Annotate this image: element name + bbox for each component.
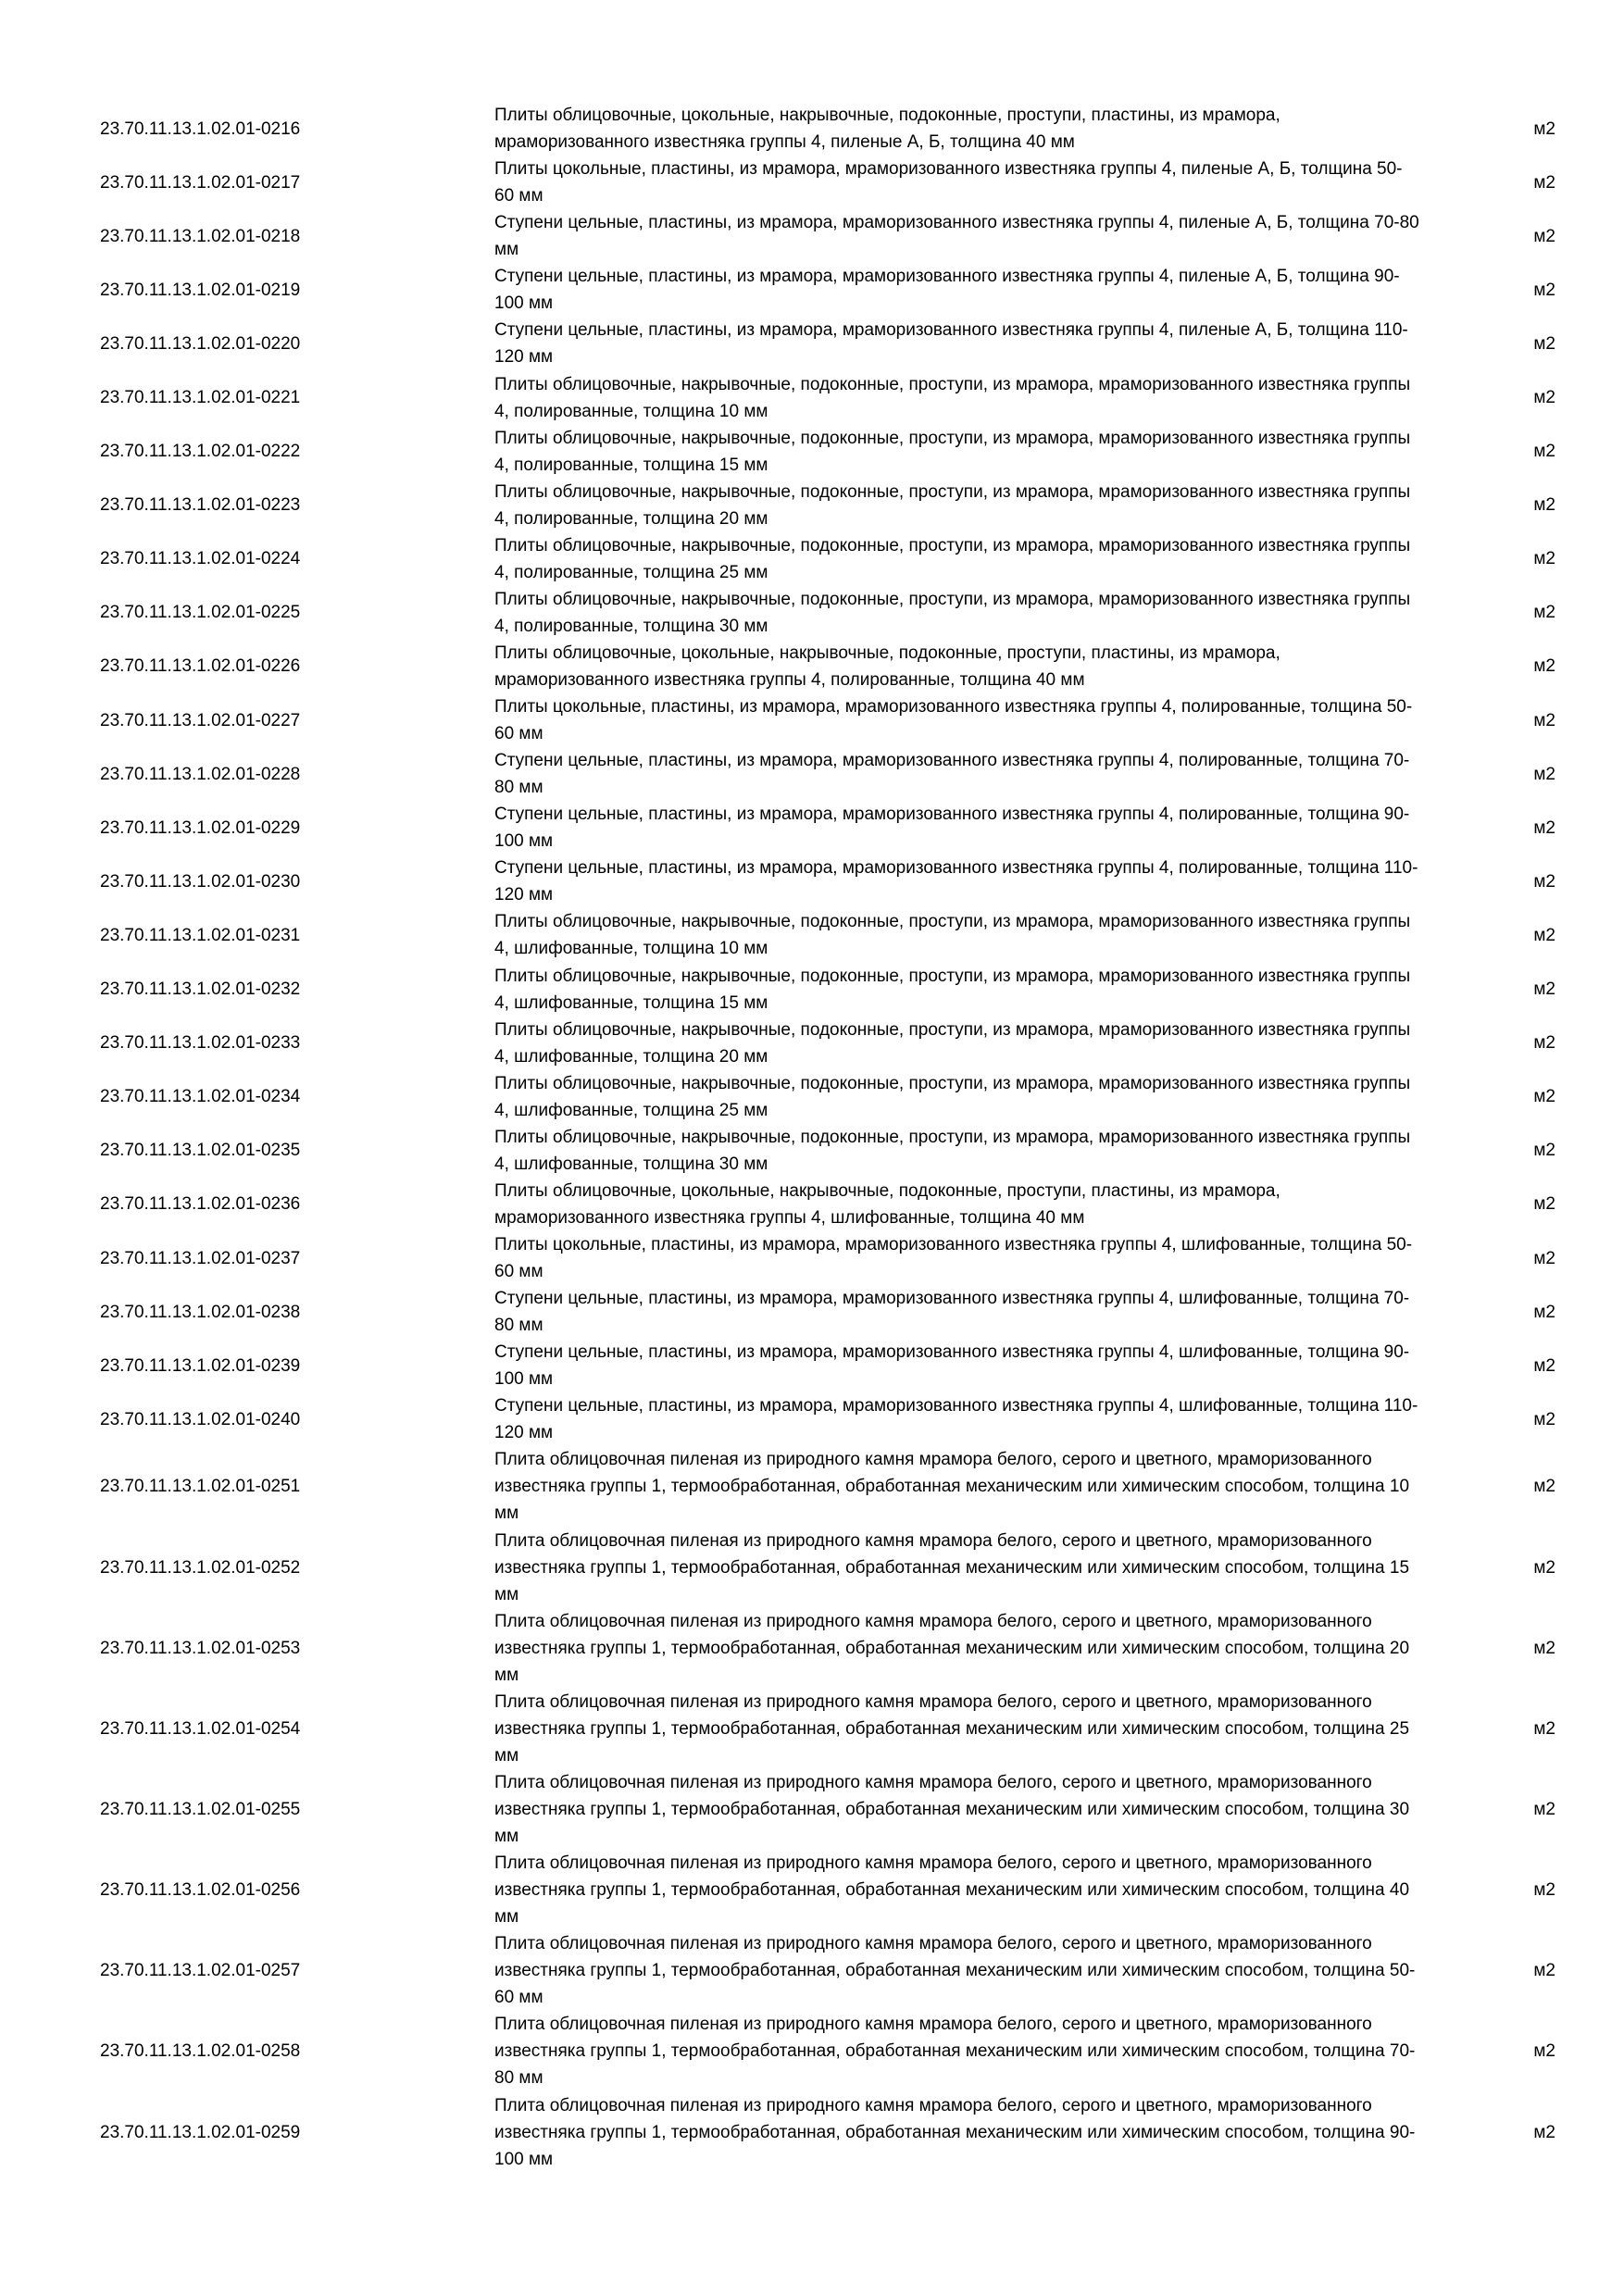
resource-unit: м2 xyxy=(1533,2041,1555,2062)
table-row xyxy=(100,2091,1563,2172)
resource-code: 23.70.11.13.1.02.01-0218 xyxy=(100,226,301,246)
resource-unit: м2 xyxy=(1533,603,1555,623)
table-row xyxy=(100,1446,1563,1527)
resource-name: Плиты цокольные, пластины, из мрамора, мраморизованного известняка группы 4, шлифованные, толщина 50-60 мм xyxy=(494,1235,1413,1282)
resource-name: Плита облицовочная пиленая из природного камня мрамора белого, серого и цветного, мраморизованного известняка группы 1, термообработанная, обработанная механическим или химическим способом, толщина 40 мм xyxy=(494,1853,1410,1928)
resource-unit: м2 xyxy=(1533,710,1555,730)
table-row xyxy=(100,532,1563,586)
table-row xyxy=(100,317,1563,370)
resource-unit: м2 xyxy=(1533,1409,1555,1429)
resource-name: Плита облицовочная пиленая из природного камня мрамора белого, серого и цветного, мраморизованного известняка группы 1, термообработанная, обработанная механическим или химическим способом, толщина 10 мм xyxy=(494,1450,1410,1524)
resource-unit: м2 xyxy=(1533,925,1555,945)
resource-name: Плита облицовочная пиленая из природного камня мрамора белого, серого и цветного, мраморизованного известняка группы 1, термообработанная, обработанная механическим или химическим способом, толщина 90-100 мм xyxy=(494,2095,1416,2169)
resource-code: 23.70.11.13.1.02.01-0228 xyxy=(100,764,301,784)
table-row xyxy=(100,640,1563,693)
table-row xyxy=(100,1285,1563,1339)
resource-name: Ступени цельные, пластины, из мрамора, мраморизованного известняка группы 4, шлифованные, толщина 70-80 мм xyxy=(494,1289,1410,1336)
resource-unit: м2 xyxy=(1533,1194,1555,1215)
resource-code: 23.70.11.13.1.02.01-0257 xyxy=(100,1961,301,1981)
resource-code: 23.70.11.13.1.02.01-0251 xyxy=(100,1477,301,1497)
table-row xyxy=(100,1017,1563,1070)
resource-code: 23.70.11.13.1.02.01-0234 xyxy=(100,1087,301,1107)
table-row xyxy=(100,747,1563,801)
resource-code: 23.70.11.13.1.02.01-0238 xyxy=(100,1302,301,1322)
resource-code: 23.70.11.13.1.02.01-0255 xyxy=(100,1799,301,1819)
resource-code: 23.70.11.13.1.02.01-0229 xyxy=(100,817,301,838)
table-row xyxy=(100,1178,1563,1231)
table-row xyxy=(100,1070,1563,1124)
table-row xyxy=(100,801,1563,855)
resource-name: Плиты облицовочные, накрывочные, подоконные, проступи, из мрамора, мраморизованного известняка группы 4, полированные, толщина 20 мм xyxy=(494,481,1411,529)
resource-name: Плиты облицовочные, накрывочные, подоконные, проступи, из мрамора, мраморизованного известняка группы 4, шлифованные, толщина 20 мм xyxy=(494,1019,1411,1067)
resource-name: Плиты облицовочные, накрывочные, подоконные, проступи, из мрамора, мраморизованного известняка группы 4, шлифованные, толщина 15 мм xyxy=(494,966,1411,1013)
resource-table xyxy=(100,102,1563,2173)
resource-code: 23.70.11.13.1.02.01-0237 xyxy=(100,1248,301,1268)
resource-unit: м2 xyxy=(1533,1799,1555,1819)
table-row xyxy=(100,2011,1563,2091)
resource-code: 23.70.11.13.1.02.01-0254 xyxy=(100,1718,301,1739)
resource-unit: м2 xyxy=(1533,980,1555,1000)
resource-unit: м2 xyxy=(1533,764,1555,784)
resource-name: Плита облицовочная пиленая из природного камня мрамора белого, серого и цветного, мраморизованного известняка группы 1, термообработанная, обработанная механическим или химическим способом, толщина 30 мм xyxy=(494,1772,1410,1846)
table-row xyxy=(100,1231,1563,1285)
resource-code: 23.70.11.13.1.02.01-0226 xyxy=(100,656,301,677)
table-row xyxy=(100,370,1563,424)
resource-code: 23.70.11.13.1.02.01-0217 xyxy=(100,172,301,193)
resource-name: Ступени цельные, пластины, из мрамора, мраморизованного известняка группы 4, шлифованные, толщина 110-120 мм xyxy=(494,1396,1418,1443)
resource-name: Ступени цельные, пластины, из мрамора, мраморизованного известняка группы 4, пиленые А, Б, толщина 90-100 мм xyxy=(494,267,1400,314)
resource-name: Ступени цельные, пластины, из мрамора, мраморизованного известняка группы 4, пиленые А, Б, толщина 70-80 мм xyxy=(494,213,1419,260)
resource-unit: м2 xyxy=(1533,119,1555,139)
resource-code: 23.70.11.13.1.02.01-0230 xyxy=(100,871,301,892)
resource-name: Плиты облицовочные, цокольные, накрывочные, подоконные, проступи, пластины, из мрамора, мраморизованного известняка группы 4, пиленые А, Б, толщина 40 мм xyxy=(494,106,1280,153)
resource-name: Плиты облицовочные, накрывочные, подоконные, проступи, из мрамора, мраморизованного известняка группы 4, шлифованные, толщина 25 мм xyxy=(494,1073,1411,1120)
resource-name: Плиты цокольные, пластины, из мрамора, мраморизованного известняка группы 4, полированные, толщина 50-60 мм xyxy=(494,697,1413,744)
resource-name: Плита облицовочная пиленая из природного камня мрамора белого, серого и цветного, мраморизованного известняка группы 1, термообработанная, обработанная механическим или химическим способом, толщина 20 мм xyxy=(494,1611,1410,1685)
table-row xyxy=(100,263,1563,317)
resource-unit: м2 xyxy=(1533,871,1555,892)
resource-unit: м2 xyxy=(1533,1477,1555,1497)
table-row xyxy=(100,1689,1563,1769)
resource-name: Плиты облицовочные, накрывочные, подоконные, проступи, из мрамора, мраморизованного известняка группы 4, полированные, толщина 15 мм xyxy=(494,428,1411,475)
resource-code: 23.70.11.13.1.02.01-0256 xyxy=(100,1880,301,1901)
resource-unit: м2 xyxy=(1533,656,1555,677)
resource-unit: м2 xyxy=(1533,388,1555,408)
resource-unit: м2 xyxy=(1533,280,1555,300)
resource-unit: м2 xyxy=(1533,1355,1555,1376)
resource-unit: м2 xyxy=(1533,1557,1555,1578)
table-row xyxy=(100,1608,1563,1689)
resource-name: Ступени цельные, пластины, из мрамора, мраморизованного известняка группы 4, полированные, толщина 90-100 мм xyxy=(494,805,1410,852)
resource-unit: м2 xyxy=(1533,817,1555,838)
resource-unit: м2 xyxy=(1533,226,1555,246)
resource-name: Плиты цокольные, пластины, из мрамора, мраморизованного известняка группы 4, пиленые А, Б, толщина 50-60 мм xyxy=(494,159,1403,206)
table-row xyxy=(100,1527,1563,1607)
table-row xyxy=(100,156,1563,209)
resource-code: 23.70.11.13.1.02.01-0219 xyxy=(100,280,301,300)
resource-unit: м2 xyxy=(1533,549,1555,569)
table-row xyxy=(100,855,1563,908)
resource-name: Плиты облицовочные, накрывочные, подоконные, проступи, из мрамора, мраморизованного известняка группы 4, полированные, толщина 10 мм xyxy=(494,374,1411,421)
resource-code: 23.70.11.13.1.02.01-0259 xyxy=(100,2122,301,2142)
resource-code: 23.70.11.13.1.02.01-0223 xyxy=(100,495,301,516)
table-row xyxy=(100,209,1563,263)
resource-name: Ступени цельные, пластины, из мрамора, мраморизованного известняка группы 4, полированные, толщина 110-120 мм xyxy=(494,858,1418,905)
resource-code: 23.70.11.13.1.02.01-0232 xyxy=(100,980,301,1000)
resource-name: Плита облицовочная пиленая из природного камня мрамора белого, серого и цветного, мраморизованного известняка группы 1, термообработанная, обработанная механическим или химическим способом, толщина 15 мм xyxy=(494,1530,1410,1604)
table-row xyxy=(100,1124,1563,1178)
table-row xyxy=(100,1930,1563,2011)
table-row xyxy=(100,1339,1563,1392)
resource-unit: м2 xyxy=(1533,333,1555,354)
table-row xyxy=(100,479,1563,532)
resource-name: Ступени цельные, пластины, из мрамора, мраморизованного известняка группы 4, полированные, толщина 70-80 мм xyxy=(494,751,1410,798)
table-row xyxy=(100,102,1563,156)
resource-unit: м2 xyxy=(1533,1880,1555,1901)
resource-name: Плита облицовочная пиленая из природного камня мрамора белого, серого и цветного, мраморизованного известняка группы 1, термообработанная, обработанная механическим или химическим способом, толщина 70-80 мм xyxy=(494,2015,1416,2089)
resource-unit: м2 xyxy=(1533,1302,1555,1322)
resource-code: 23.70.11.13.1.02.01-0253 xyxy=(100,1638,301,1658)
resource-name: Плиты облицовочные, накрывочные, подоконные, проступи, из мрамора, мраморизованного известняка группы 4, полированные, толщина 30 мм xyxy=(494,589,1411,636)
resource-unit: м2 xyxy=(1533,1087,1555,1107)
table-row xyxy=(100,693,1563,747)
resource-name: Плиты облицовочные, накрывочные, подоконные, проступи, из мрамора, мраморизованного известняка группы 4, шлифованные, толщина 30 мм xyxy=(494,1127,1411,1174)
resource-name: Ступени цельные, пластины, из мрамора, мраморизованного известняка группы 4, шлифованные, толщина 90-100 мм xyxy=(494,1342,1410,1390)
resource-code: 23.70.11.13.1.02.01-0240 xyxy=(100,1409,301,1429)
resource-code: 23.70.11.13.1.02.01-0222 xyxy=(100,442,301,462)
resource-code: 23.70.11.13.1.02.01-0231 xyxy=(100,925,301,945)
table-row xyxy=(100,1850,1563,1930)
resource-name: Плиты облицовочные, накрывочные, подоконные, проступи, из мрамора, мраморизованного известняка группы 4, шлифованные, толщина 10 мм xyxy=(494,912,1411,959)
resource-code: 23.70.11.13.1.02.01-0225 xyxy=(100,603,301,623)
resource-code: 23.70.11.13.1.02.01-0258 xyxy=(100,2041,301,2062)
resource-code: 23.70.11.13.1.02.01-0224 xyxy=(100,549,301,569)
resource-name: Плита облицовочная пиленая из природного камня мрамора белого, серого и цветного, мраморизованного известняка группы 1, термообработанная, обработанная механическим или химическим способом, толщина 50-60 мм xyxy=(494,1934,1416,2008)
resource-unit: м2 xyxy=(1533,495,1555,516)
resource-code: 23.70.11.13.1.02.01-0236 xyxy=(100,1194,301,1215)
resource-unit: м2 xyxy=(1533,172,1555,193)
resource-code: 23.70.11.13.1.02.01-0239 xyxy=(100,1355,301,1376)
resource-unit: м2 xyxy=(1533,2122,1555,2142)
resource-unit: м2 xyxy=(1533,1638,1555,1658)
resource-unit: м2 xyxy=(1533,1141,1555,1161)
resource-name: Плита облицовочная пиленая из природного камня мрамора белого, серого и цветного, мраморизованного известняка группы 1, термообработанная, обработанная механическим или химическим способом, толщина 25 мм xyxy=(494,1691,1410,1766)
resource-code: 23.70.11.13.1.02.01-0235 xyxy=(100,1141,301,1161)
table-row xyxy=(100,908,1563,962)
table-row xyxy=(100,425,1563,479)
resource-unit: м2 xyxy=(1533,1961,1555,1981)
resource-code: 23.70.11.13.1.02.01-0252 xyxy=(100,1557,301,1578)
resource-unit: м2 xyxy=(1533,1033,1555,1054)
resource-code: 23.70.11.13.1.02.01-0233 xyxy=(100,1033,301,1054)
table-row xyxy=(100,1769,1563,1850)
resource-code: 23.70.11.13.1.02.01-0227 xyxy=(100,710,301,730)
resource-name: Плиты облицовочные, цокольные, накрывочные, подоконные, проступи, пластины, из мрамора, мраморизованного известняка группы 4, полированные, толщина 40 мм xyxy=(494,643,1280,690)
table-row xyxy=(100,1392,1563,1446)
table-row xyxy=(100,586,1563,640)
resource-code: 23.70.11.13.1.02.01-0216 xyxy=(100,119,301,139)
resource-unit: м2 xyxy=(1533,1718,1555,1739)
resource-unit: м2 xyxy=(1533,1248,1555,1268)
resource-name: Плиты облицовочные, цокольные, накрывочные, подоконные, проступи, пластины, из мрамора, мраморизованного известняка группы 4, шлифованные, толщина 40 мм xyxy=(494,1180,1280,1228)
resource-name: Ступени цельные, пластины, из мрамора, мраморизованного известняка группы 4, пиленые А, Б, толщина 110-120 мм xyxy=(494,320,1408,368)
resource-unit: м2 xyxy=(1533,442,1555,462)
resource-name: Плиты облицовочные, накрывочные, подоконные, проступи, из мрамора, мраморизованного известняка группы 4, полированные, толщина 25 мм xyxy=(494,535,1411,582)
resource-code: 23.70.11.13.1.02.01-0221 xyxy=(100,388,301,408)
table-row xyxy=(100,963,1563,1017)
resource-code: 23.70.11.13.1.02.01-0220 xyxy=(100,333,301,354)
